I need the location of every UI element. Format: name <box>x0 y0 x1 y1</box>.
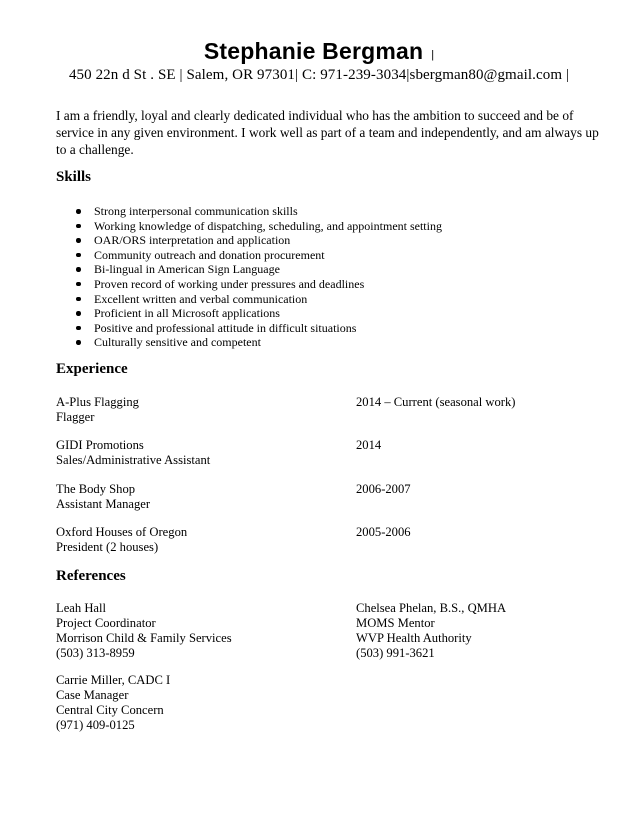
name-separator: | <box>431 49 435 61</box>
skill-item: Bi-lingual in American Sign Language <box>56 262 442 277</box>
reference-organization: Central City Concern <box>56 703 164 717</box>
employer-name: The Body Shop <box>56 482 136 496</box>
employer-name: A-Plus Flagging <box>56 395 139 409</box>
reference-name: Chelsea Phelan, B.S., QMHA <box>356 601 507 615</box>
reference-organization: Morrison Child & Family Services <box>56 631 232 645</box>
reference-entry <box>356 601 506 661</box>
skill-item: Community outreach and donation procurement <box>56 248 442 263</box>
skills-list <box>56 204 442 350</box>
job-dates: 2006-2007 <box>356 482 411 496</box>
job-dates: 2014 <box>356 438 382 452</box>
employer-name: GIDI Promotions <box>56 438 144 452</box>
job-title: Flagger <box>56 410 95 424</box>
reference-entry <box>56 673 170 733</box>
candidate-name: Stephanie Bergman <box>203 38 424 64</box>
reference-phone: (971) 409-0125 <box>56 718 135 732</box>
skill-item: OAR/ORS interpretation and application <box>56 233 442 248</box>
resume-header <box>0 38 638 65</box>
objective-statement: I am a friendly, loyal and clearly dedicated individual who has the ambition to succeed and be of service in any given environment. I work well as part of a team and independently, and am always up to a challenge. <box>56 108 599 157</box>
job-dates: 2014 – Current (seasonal work) <box>356 395 516 409</box>
reference-name: Leah Hall <box>56 601 106 615</box>
skill-item: Positive and professional attitude in difficult situations <box>56 321 442 336</box>
reference-phone: (503) 991-3621 <box>356 646 435 660</box>
job-title: President (2 houses) <box>56 540 159 554</box>
reference-name: Carrie Miller, CADC I <box>56 673 171 687</box>
reference-entry <box>56 601 232 661</box>
employer-name: Oxford Houses of Oregon <box>56 525 188 539</box>
skills-heading: Skills <box>56 169 92 185</box>
contact-info: 450 22n d St . SE | Salem, OR 97301| C: 971-239-3034|sbergman80@gmail.com | <box>68 67 570 83</box>
skill-item: Excellent written and verbal communication <box>56 292 442 307</box>
references-heading: References <box>56 568 126 584</box>
reference-title: Case Manager <box>56 688 129 702</box>
skill-item: Proven record of working under pressures and deadlines <box>56 277 442 292</box>
skill-item: Proficient in all Microsoft applications <box>56 306 442 321</box>
reference-title: MOMS Mentor <box>356 616 435 630</box>
skill-item: Culturally sensitive and competent <box>56 335 442 350</box>
skill-item: Strong interpersonal communication skills <box>56 204 442 219</box>
experience-heading: Experience <box>56 361 128 377</box>
skill-item: Working knowledge of dispatching, scheduling, and appointment setting <box>56 219 442 234</box>
job-title: Sales/Administrative Assistant <box>56 453 211 467</box>
job-title: Assistant Manager <box>56 497 151 511</box>
reference-title: Project Coordinator <box>56 616 156 630</box>
reference-organization: WVP Health Authority <box>356 631 472 645</box>
reference-phone: (503) 313-8959 <box>56 646 135 660</box>
job-dates: 2005-2006 <box>356 525 411 539</box>
